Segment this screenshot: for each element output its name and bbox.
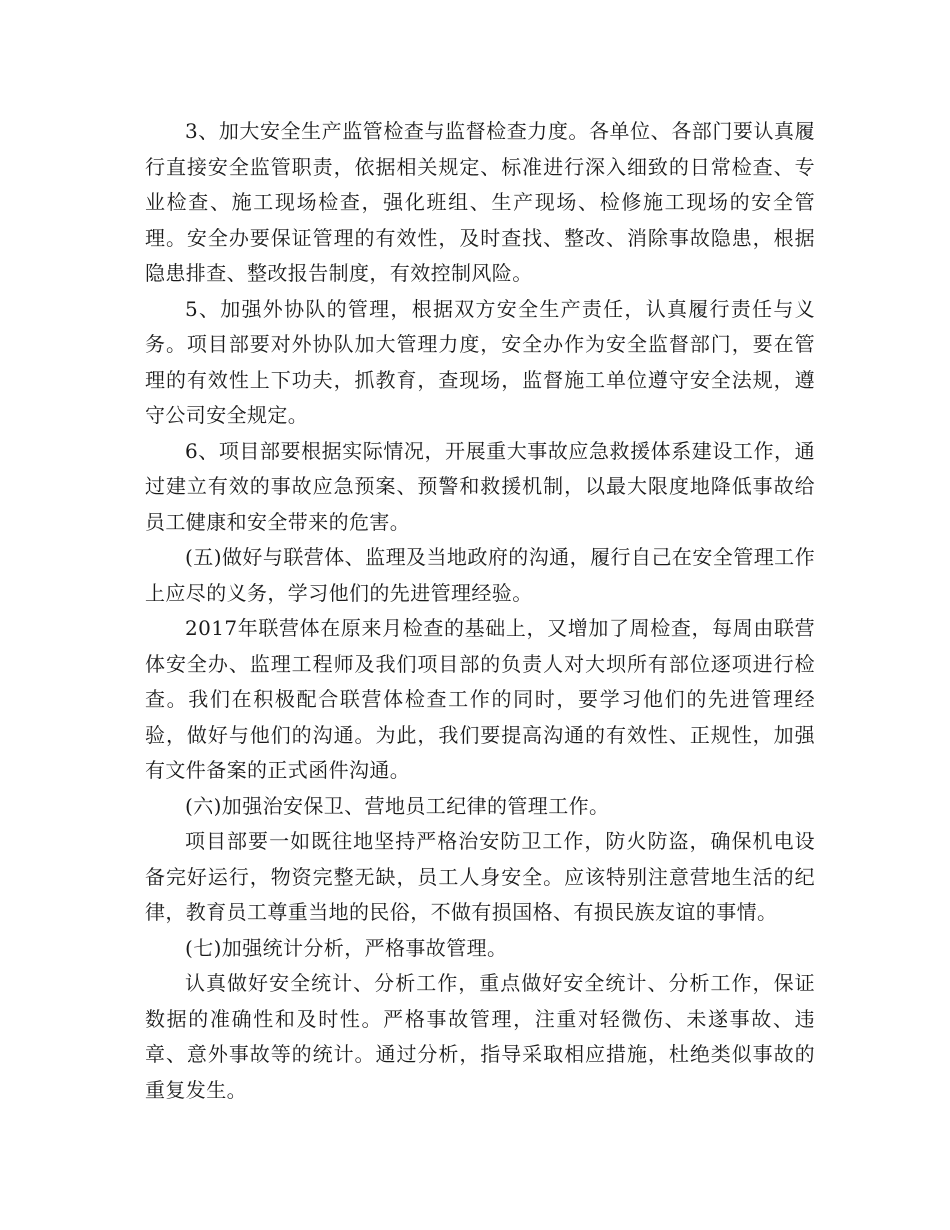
paragraph-security-discipline: 项目部要一如既往地坚持严格治安防卫工作，防火防盗，确保机电设备完好运行，物资完整无缺，员工人身安全。应该特别注意营地生活的纪律，教育员工尊重当地的民俗，不做有损国格、有损民族友谊的事情。	[145, 829, 815, 924]
paragraph-6-emergency-rescue: 6、项目部要根据实际情况，开展重大事故应急救援体系建设工作，通过建立有效的事故应急预案、预警和救援机制，以最大限度地降低事故给员工健康和安全带来的危害。	[145, 438, 815, 534]
section-5-heading: (五)做好与联营体、监理及当地政府的沟通，履行自己在安全管理工作上应尽的义务，学习他们的先进管理经验。	[145, 545, 815, 605]
paragraph-3-safety-inspection: 3、加大安全生产监管检查与监督检查力度。各单位、各部门要认真履行直接安全监管职责，依据相关规定、标准进行深入细致的日常检查、专业检查、施工现场检查，强化班组、生产现场、检修施工现场的安全管理。安全办要保证管理的有效性，及时查找、整改、消除事故隐患，根据隐患排查、整改报告制度，有效控制风险。	[145, 119, 815, 285]
section-7-heading: (七)加强统计分析，严格事故管理。	[185, 935, 508, 960]
paragraph-2017-joint-inspection: 2017年联营体在原来月检查的基础上，又增加了周检查，每周由联营体安全办、监理工程师及我们项目部的负责人对大坝所有部位逐项进行检查。我们在积极配合联营体检查工作的同时，要学习他们的先进管理经验，做好与他们的沟通。为此，我们要提高沟通的有效性、正规性，加强有文件备案的正式函件沟通。	[145, 616, 815, 782]
paragraph-5-contractor-management: 5、加强外协队的管理，根据双方安全生产责任，认真履行责任与义务。项目部要对外协队加大管理力度，安全办作为安全监督部门，要在管理的有效性上下功夫，抓教育，查现场，监督施工单位遵守安全法规，遵守公司安全规定。	[145, 296, 815, 427]
paragraph-statistics-analysis: 认真做好安全统计、分析工作，重点做好安全统计、分析工作，保证数据的准确性和及时性。严格事故管理，注重对轻微伤、未遂事故、违章、意外事故等的统计。通过分析，指导采取相应措施，杜绝类似事故的重复发生。	[145, 971, 815, 1102]
document-body	[145, 114, 815, 1108]
section-6-heading: (六)加强治安保卫、营地员工纪律的管理工作。	[185, 793, 610, 818]
